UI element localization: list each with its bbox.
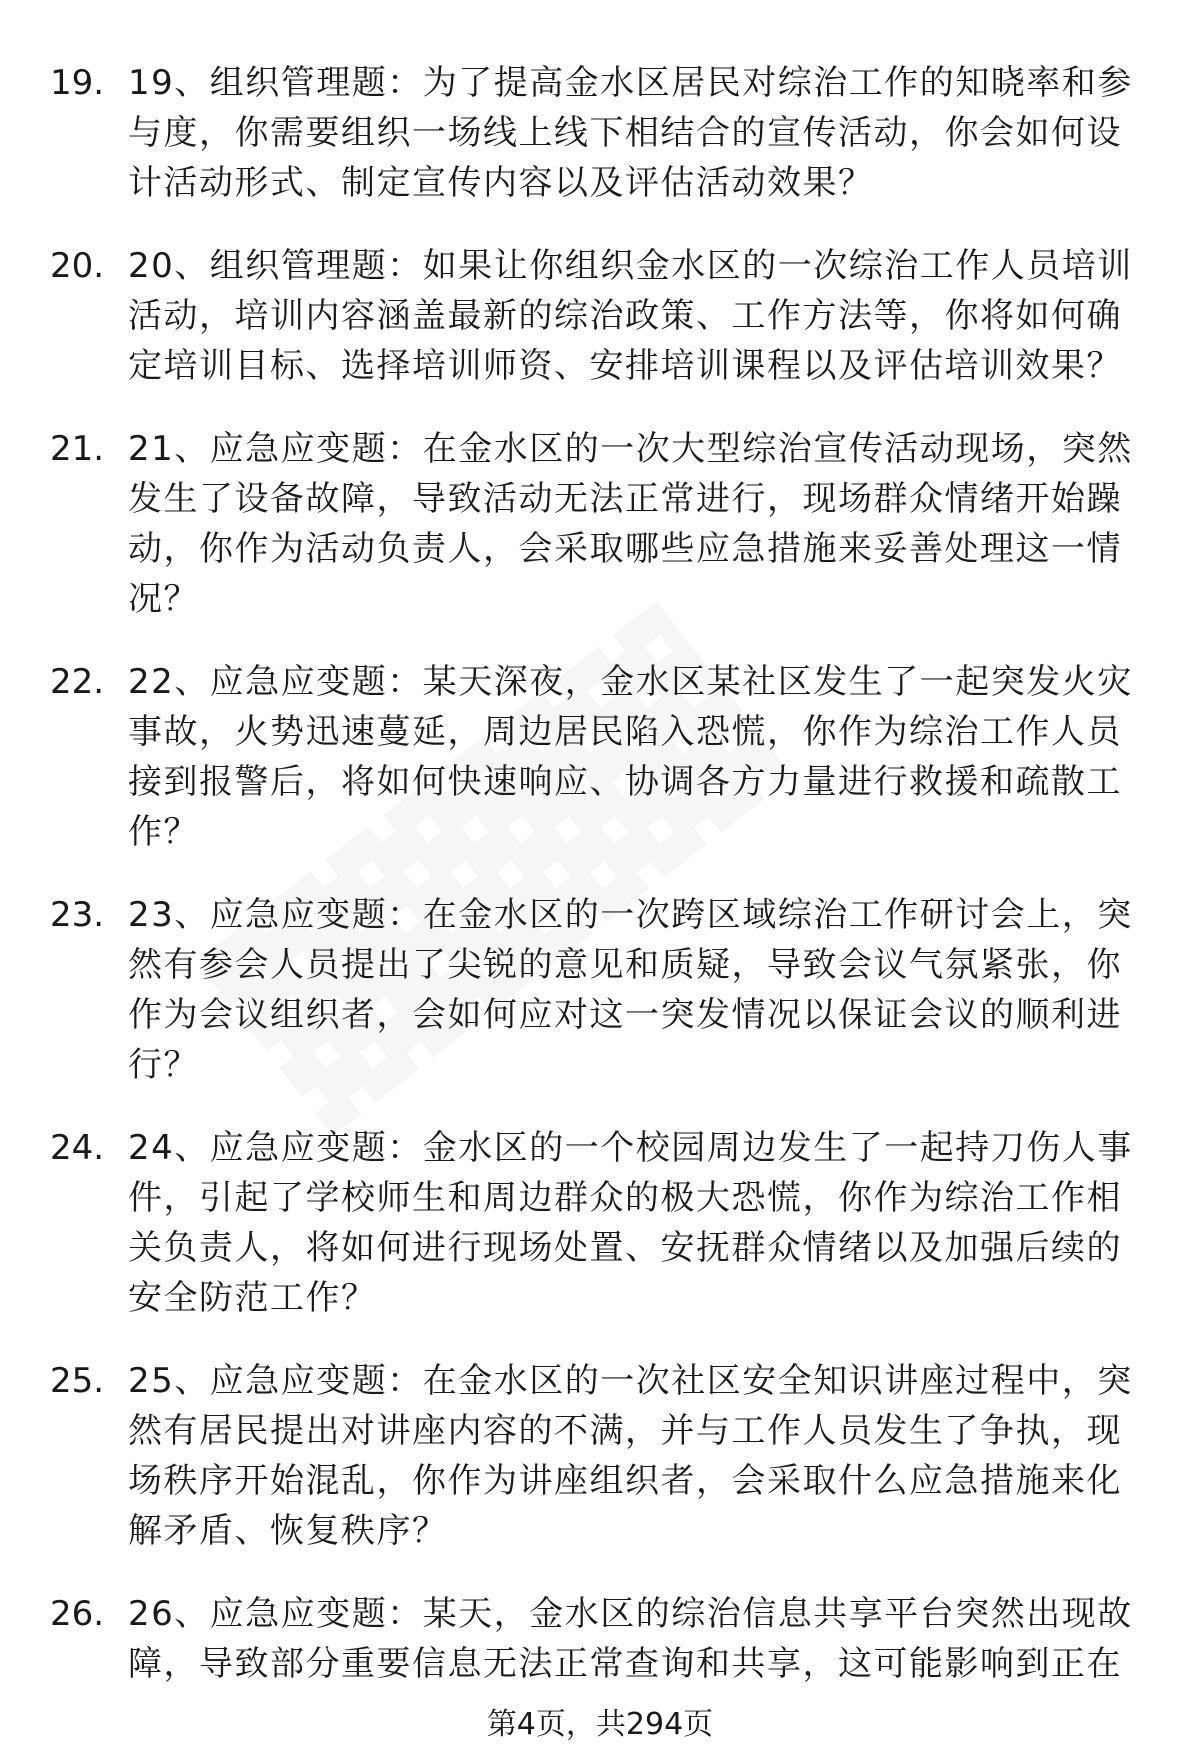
question-text: 19、组织管理题：为了提高金水区居民对综治工作的知晓率和参与度，你需要组织一场线上线下相结合的宣传活动，你会如何设计活动形式、制定宣传内容以及评估活动效果？ [128, 63, 1133, 203]
question-number: 22. [50, 662, 105, 702]
question-item-24 [50, 1123, 1150, 1323]
question-item-22 [50, 657, 1150, 857]
question-text: 24、应急应变题：金水区的一个校园周边发生了一起持刀伤人事件，引起了学校师生和周边群众的极大恐慌，你作为综治工作相关负责人，将如何进行现场处置、安抚群众情绪以及加强后续的安全防范工作？ [128, 1128, 1133, 1318]
question-text: 26、应急应变题：某天，金水区的综治信息共享平台突然出现故障，导致部分重要信息无法正常查询和共享，这可能影响到正在 [128, 1594, 1133, 1684]
question-number: 20. [50, 246, 105, 286]
question-item-21 [50, 424, 1150, 624]
question-text: 21、应急应变题：在金水区的一次大型综治宣传活动现场，突然发生了设备故障，导致活动无法正常进行，现场群众情绪开始躁动，你作为活动负责人，会采取哪些应急措施来妥善处理这一情况？ [128, 429, 1133, 619]
question-item-26 [50, 1589, 1150, 1689]
page-number-label: 第4页，共294页 [486, 1707, 714, 1742]
question-number: 26. [50, 1594, 105, 1634]
question-number: 25. [50, 1361, 105, 1401]
question-text: 25、应急应变题：在金水区的一次社区安全知识讲座过程中，突然有居民提出对讲座内容的不满，并与工作人员发生了争执，现场秩序开始混乱，你作为讲座组织者，会采取什么应急措施来化解矛盾、恢复秩序？ [128, 1361, 1133, 1551]
question-list [50, 58, 1150, 1722]
question-item-19 [50, 58, 1150, 208]
question-item-20 [50, 241, 1150, 391]
page-footer [0, 1705, 1200, 1745]
question-text: 22、应急应变题：某天深夜，金水区某社区发生了一起突发火灾事故，火势迅速蔓延，周边居民陷入恐慌，你作为综治工作人员接到报警后，将如何快速响应、协调各方力量进行救援和疏散工作？ [128, 662, 1133, 852]
question-number: 23. [50, 895, 105, 935]
question-number: 21. [50, 429, 105, 469]
question-number: 19. [50, 63, 105, 103]
question-text: 20、组织管理题：如果让你组织金水区的一次综治工作人员培训活动，培训内容涵盖最新的综治政策、工作方法等，你将如何确定培训目标、选择培训师资、安排培训课程以及评估培训效果？ [128, 246, 1133, 386]
question-item-25 [50, 1356, 1150, 1556]
question-text: 23、应急应变题：在金水区的一次跨区域综治工作研讨会上，突然有参会人员提出了尖锐的意见和质疑，导致会议气氛紧张，你作为会议组织者，会如何应对这一突发情况以保证会议的顺利进行？ [128, 895, 1133, 1085]
question-item-23 [50, 890, 1150, 1090]
question-number: 24. [50, 1128, 105, 1168]
